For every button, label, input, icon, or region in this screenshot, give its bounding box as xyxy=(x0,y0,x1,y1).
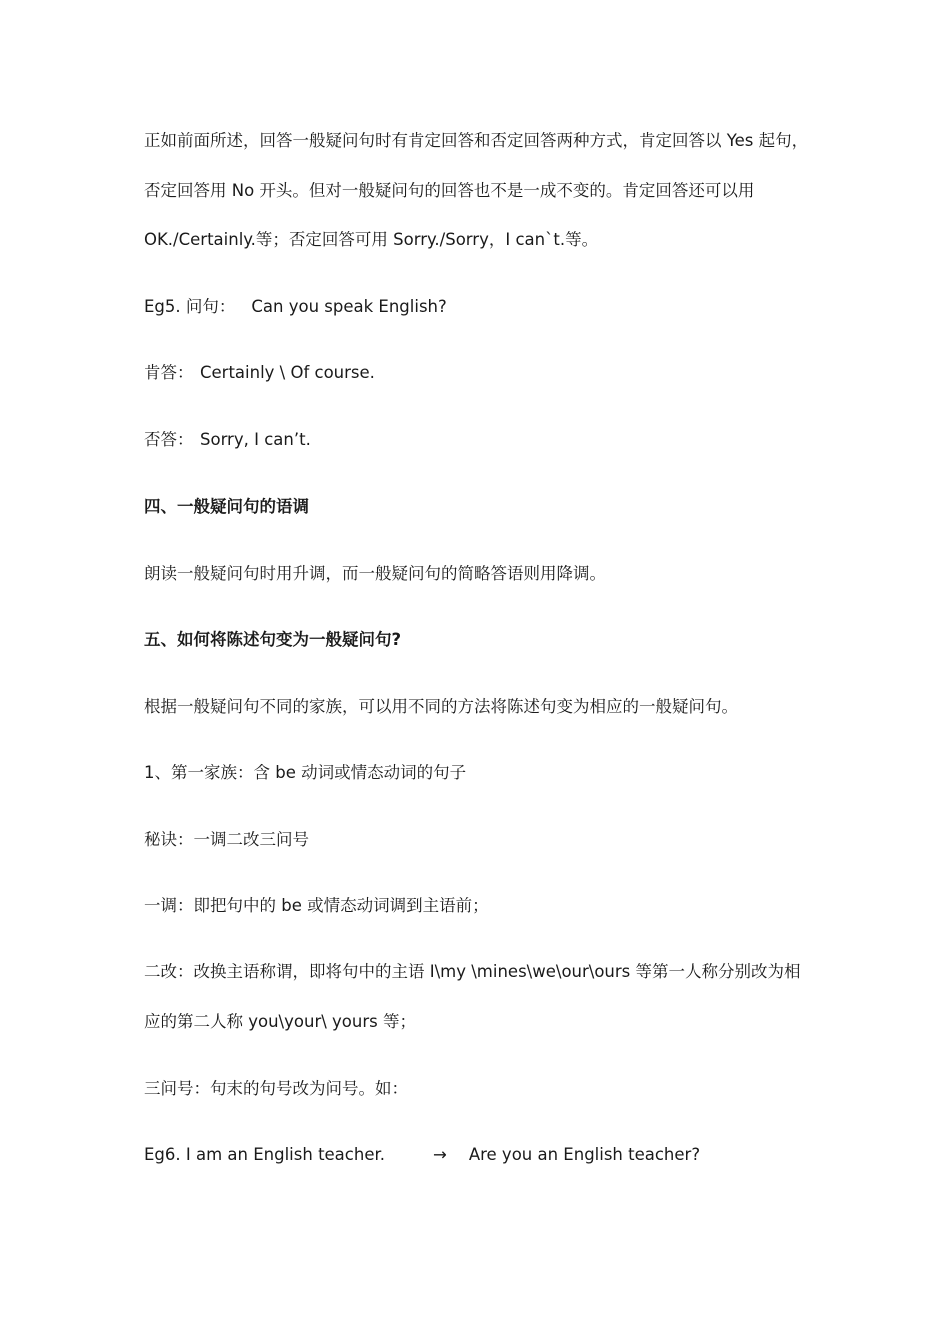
eg6-question: Are you an English teacher? xyxy=(468,1145,701,1164)
eg5-yes-label: 肯答： xyxy=(144,363,194,382)
eg6-line xyxy=(144,1144,700,1166)
family-1-line: 1、第一家族：含 be 动词或情态动词的句子 xyxy=(144,763,467,782)
step-3-line: 三问号：句末的句号改为问号。如： xyxy=(144,1079,408,1098)
section-5-text: 根据一般疑问句不同的家族，可以用不同的方法将陈述句变为相应的一般疑问句。 xyxy=(144,697,738,716)
section-4-text: 朗读一般疑问句时用升调，而一般疑问句的简略答语则用降调。 xyxy=(144,564,606,583)
secret-line: 秘诀：一调二改三问号 xyxy=(144,830,309,849)
eg5-no-text: Sorry, I can’t. xyxy=(200,430,311,449)
intro-line-1: 正如前面所述，回答一般疑问句时有肯定回答和否定回答两种方式，肯定回答以 Yes 起句， xyxy=(144,131,809,150)
section-4-heading: 四、一般疑问句的语调 xyxy=(144,497,309,516)
step-2-line-2: 应的第二人称 you\your\ yours 等； xyxy=(144,1012,416,1031)
eg5-question: Can you speak English? xyxy=(251,297,447,316)
eg5-yes-line xyxy=(144,362,375,384)
eg5-no-label: 否答： xyxy=(144,430,194,449)
step-1-line: 一调：即把句中的 be 或情态动词调到主语前； xyxy=(144,896,489,915)
step-2-line-1: 二改：改换主语称谓，即将句中的主语 I\my \mines\we\our\ours 等第一人称分别改为相 xyxy=(144,962,801,981)
intro-line-2: 否定回答用 No 开头。但对一般疑问句的回答也不是一成不变的。肯定回答还可以用 xyxy=(144,181,755,200)
eg5-label: Eg5. 问句： xyxy=(144,297,236,316)
intro-line-3: OK./Certainly.等；否定回答可用 Sorry./Sorry，I can`t.等。 xyxy=(144,230,599,249)
eg5-yes-text: Certainly \ Of course. xyxy=(200,363,375,382)
section-5-heading: 五、如何将陈述句变为一般疑问句? xyxy=(144,630,402,649)
eg5-no-line xyxy=(144,429,311,451)
eg6-statement: Eg6. I am an English teacher. xyxy=(144,1145,385,1164)
arrow-icon: → xyxy=(433,1145,447,1164)
eg5-question-line xyxy=(144,296,447,318)
